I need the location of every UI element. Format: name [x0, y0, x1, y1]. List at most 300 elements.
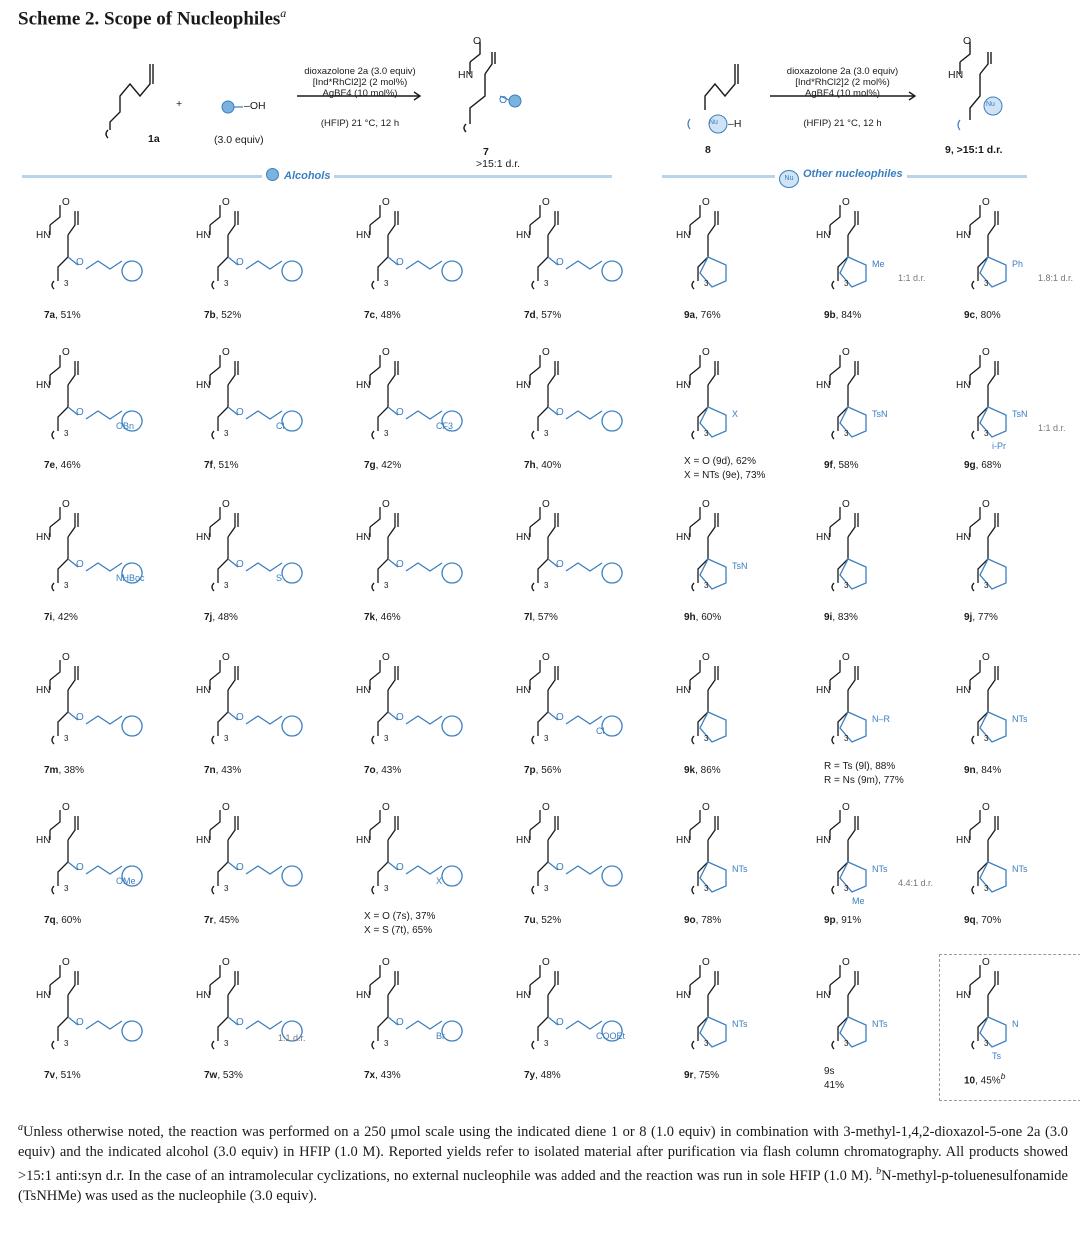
structure-drawing [940, 955, 1080, 1065]
product-caption: 9j, 77% [964, 612, 998, 623]
dr-note: 4.4:1 d.r. [898, 878, 934, 888]
ether-o-label: O [76, 862, 84, 873]
product-9-label: 9, >15:1 d.r. [945, 144, 1003, 156]
other-product-7 [800, 497, 950, 642]
hn-label: HN [816, 685, 831, 696]
other-product-14 [940, 800, 1080, 945]
chain-subscript: 3 [64, 279, 69, 288]
alcohol-product-1 [180, 195, 330, 340]
ether-o-label: O [76, 559, 84, 570]
carbonyl-o-label: O [702, 652, 710, 663]
hn-label: HN [196, 685, 211, 696]
hn-label: HN [516, 230, 531, 241]
structure-drawing [800, 800, 950, 910]
carbonyl-o-label: O [62, 802, 70, 813]
structure-drawing [20, 345, 170, 455]
carbonyl-o-label: O [982, 957, 990, 968]
chain-subscript: 3 [224, 429, 229, 438]
hn-label: HN [36, 230, 51, 241]
structure-drawing [340, 345, 490, 455]
carbonyl-o-label: O [542, 802, 550, 813]
structure-drawing [800, 497, 950, 607]
other-product-6 [660, 497, 810, 642]
product-caption: 9b, 84% [824, 310, 862, 321]
product-caption: 7u, 52% [524, 915, 562, 926]
carbonyl-o-label: O [842, 802, 850, 813]
carbonyl-o-label: O [982, 499, 990, 510]
chain-subscript: 3 [704, 581, 709, 590]
substituent2-label: Ts [992, 1051, 1001, 1061]
hn-label: HN [516, 990, 531, 1001]
chain-subscript: 3 [704, 279, 709, 288]
carbonyl-o-label: O [222, 802, 230, 813]
chain-subscript: 3 [64, 429, 69, 438]
ether-o-label: O [76, 257, 84, 268]
carbonyl-o-label: O [382, 802, 390, 813]
substituent-label: CF3 [436, 421, 454, 431]
product-caption: 7h, 40% [524, 460, 562, 471]
product-caption: 9i, 83% [824, 612, 858, 623]
hn-label: HN [516, 685, 531, 696]
substituent-label: NTs [732, 1019, 748, 1029]
section-dividers [0, 168, 1080, 184]
substituent-label: NTs [1012, 714, 1028, 724]
structure-drawing [180, 195, 330, 305]
structure-drawing [180, 800, 330, 910]
structure-drawing [500, 800, 650, 910]
ether-o-label: O [236, 862, 244, 873]
product-caption: 7q, 60% [44, 915, 82, 926]
other-product-8 [940, 497, 1080, 642]
structure-drawing [340, 800, 490, 910]
alcohol-product-20 [20, 955, 170, 1100]
nu-badge-9: Nu [986, 101, 995, 108]
hn-label: HN [816, 990, 831, 1001]
alcohol-product-13 [180, 650, 330, 795]
chain-subscript: 3 [984, 734, 989, 743]
ether-o-label: O [556, 862, 564, 873]
other-product-9 [660, 650, 810, 795]
substituent-label: OBn [116, 421, 135, 431]
ether-o-label: O [556, 712, 564, 723]
reaction-scheme-drawing [0, 34, 1080, 184]
alcohol-product-2 [340, 195, 490, 340]
left-conditions-below: (HFIP) 21 °C, 12 h [320, 118, 400, 129]
structure-drawing [800, 195, 950, 305]
ether-o-label: O [556, 407, 564, 418]
structure-drawing [500, 195, 650, 305]
product-7-o: O [499, 94, 508, 106]
structure-drawing [800, 650, 950, 760]
structure-drawing [20, 955, 170, 1065]
alcohol-product-0 [20, 195, 170, 340]
carbonyl-o-label: O [62, 499, 70, 510]
alcohol-oh-label: –OH [244, 100, 266, 112]
alcohol-product-15 [500, 650, 650, 795]
ether-o-label: O [556, 1017, 564, 1028]
structure-drawing [340, 195, 490, 305]
chain-subscript: 3 [984, 581, 989, 590]
substituent2-label: Me [852, 896, 865, 906]
chain-subscript: 3 [384, 734, 389, 743]
substituent-label: Ph [1012, 259, 1024, 269]
product-caption: 9k, 86% [684, 765, 721, 776]
substituent-label: NHBoc [116, 573, 145, 583]
structure-drawing [660, 345, 810, 455]
other-product-1 [800, 195, 950, 340]
carbonyl-o-label: O [842, 652, 850, 663]
product-caption: 9q, 70% [964, 915, 1002, 926]
product-caption: 7k, 46% [364, 612, 401, 623]
ether-o-label: O [76, 1017, 84, 1028]
other-product-12 [660, 800, 810, 945]
alcohol-equiv: (3.0 equiv) [214, 134, 264, 146]
carbonyl-o-label: O [542, 499, 550, 510]
diene-8-label: 8 [705, 144, 711, 156]
structure-drawing [940, 345, 1080, 455]
hn-label: HN [676, 685, 691, 696]
hn-label: HN [676, 230, 691, 241]
hn-label: HN [676, 532, 691, 543]
other-product-2 [940, 195, 1080, 340]
structure-drawing [500, 650, 650, 760]
ether-o-label: O [396, 712, 404, 723]
hn-label: HN [36, 835, 51, 846]
product-caption: 9n, 84% [964, 765, 1002, 776]
other-product-5 [940, 345, 1080, 490]
carbonyl-o-label: O [982, 802, 990, 813]
carbonyl-o-label: O [702, 499, 710, 510]
hn-label: HN [956, 990, 971, 1001]
hn-label: HN [956, 380, 971, 391]
hn-label: HN [676, 835, 691, 846]
structure-drawing [940, 800, 1080, 910]
substituent-label: OMe [116, 876, 136, 886]
product-caption: 9f, 58% [824, 460, 859, 471]
product-caption: 7f, 51% [204, 460, 239, 471]
alcohol-product-14 [340, 650, 490, 795]
substituent-label: TsN [1012, 409, 1028, 419]
other-product-17 [940, 955, 1080, 1100]
carbonyl-o-label: O [62, 347, 70, 358]
carbonyl-o-label: O [382, 499, 390, 510]
carbonyl-o-label: O [542, 347, 550, 358]
dr-note: 1:1 d.r. [1038, 423, 1066, 433]
hn-label: HN [196, 835, 211, 846]
hn-label: HN [516, 380, 531, 391]
alcohol-product-22 [340, 955, 490, 1100]
product-caption: 7i, 42% [44, 612, 78, 623]
alcohol-product-7 [500, 345, 650, 490]
hn-label: HN [36, 990, 51, 1001]
hn-label: HN [516, 835, 531, 846]
alcohol-product-4 [20, 345, 170, 490]
carbonyl-o-label: O [982, 197, 990, 208]
chain-subscript: 3 [384, 581, 389, 590]
chain-subscript: 3 [64, 884, 69, 893]
product-caption: 7g, 42% [364, 460, 402, 471]
product-caption: 9r, 75% [684, 1070, 720, 1081]
chain-subscript: 3 [544, 884, 549, 893]
chain-subscript: 3 [844, 279, 849, 288]
product-caption: 7x, 43% [364, 1070, 401, 1081]
hn-label: HN [956, 230, 971, 241]
chain-subscript: 3 [984, 1039, 989, 1048]
footnote [18, 1118, 1068, 1206]
product-caption: 7r, 45% [204, 915, 240, 926]
substituent-label: Cl [596, 726, 605, 736]
alcohol-dot-icon [266, 168, 279, 181]
structure-drawing [20, 497, 170, 607]
chain-subscript: 3 [844, 884, 849, 893]
structure-drawing [180, 345, 330, 455]
carbonyl-o-label: O [222, 652, 230, 663]
other-product-10 [800, 650, 950, 795]
hn-label: HN [36, 532, 51, 543]
carbonyl-o-label: O [62, 197, 70, 208]
hn-label: HN [816, 380, 831, 391]
other-product-16 [800, 955, 950, 1100]
alcohol-product-21 [180, 955, 330, 1100]
plus-sign: + [176, 98, 183, 110]
left-conditions: dioxazolone 2a (3.0 equiv) [Ind*RhCl2]2 (2 mol%) AgBF4 (10 mol%) [304, 66, 416, 99]
carbonyl-o-label: O [222, 347, 230, 358]
product-caption: 9o, 78% [684, 915, 722, 926]
other-section-title: Nu Other nucleophiles [775, 168, 907, 188]
product-caption: 9h, 60% [684, 612, 722, 623]
carbonyl-o-label: O [842, 499, 850, 510]
hn-label: HN [196, 532, 211, 543]
ether-o-label: O [236, 257, 244, 268]
chain-subscript: 3 [844, 734, 849, 743]
scheme-title: Scheme 2. Scope of Nucleophiles$^a$ [18, 6, 287, 30]
substituent-label: X [436, 876, 443, 886]
ether-o-label: O [76, 712, 84, 723]
product-9-hn: HN [948, 69, 964, 81]
chain-subscript: 3 [64, 581, 69, 590]
alcohol-product-18 [340, 800, 490, 945]
product-caption: 9a, 76% [684, 310, 721, 321]
alcohol-product-9 [180, 497, 330, 642]
carbonyl-o-label: O [842, 957, 850, 968]
hn-label: HN [356, 380, 371, 391]
substituent-label: NTs [872, 864, 888, 874]
product-caption: 7e, 46% [44, 460, 81, 471]
ether-o-label: O [396, 407, 404, 418]
carbonyl-o-label: O [842, 347, 850, 358]
reaction-scheme [0, 34, 1080, 184]
hn-label: HN [356, 835, 371, 846]
structure-drawing [500, 955, 650, 1065]
substituent-label: NTs [1012, 864, 1028, 874]
nu-badge-icon: Nu [779, 170, 799, 188]
substituent-label: X [732, 409, 739, 419]
chain-subscript: 3 [844, 581, 849, 590]
structure-drawing [180, 497, 330, 607]
product-caption: 7l, 57% [524, 612, 558, 623]
alcohol-product-17 [180, 800, 330, 945]
ether-o-label: O [236, 407, 244, 418]
product-caption: 7b, 52% [204, 310, 242, 321]
hn-label: HN [36, 380, 51, 391]
ether-o-label: O [236, 712, 244, 723]
ether-o-label: O [236, 1017, 244, 1028]
structure-drawing [800, 955, 950, 1065]
substituent-label: NTs [732, 864, 748, 874]
hn-label: HN [816, 230, 831, 241]
carbonyl-o-label: O [222, 957, 230, 968]
structure-drawing [500, 345, 650, 455]
structure-drawing [800, 345, 950, 455]
ether-o-label: O [236, 559, 244, 570]
product-caption: 9p, 91% [824, 915, 862, 926]
carbonyl-o-label: O [222, 197, 230, 208]
hn-label: HN [816, 532, 831, 543]
product-caption: 7d, 57% [524, 310, 562, 321]
product-caption: 7w, 53% [204, 1070, 243, 1081]
chain-subscript: 3 [224, 1039, 229, 1048]
hn-label: HN [196, 230, 211, 241]
substituent-label: N–R [872, 714, 891, 724]
substituent-label: TsN [732, 561, 748, 571]
right-conditions-below: (HFIP) 21 °C, 12 h [803, 118, 882, 129]
carbonyl-o-label: O [702, 802, 710, 813]
structure-drawing [660, 497, 810, 607]
ether-o-label: O [556, 257, 564, 268]
other-product-13 [800, 800, 950, 945]
chain-subscript: 3 [984, 884, 989, 893]
chain-subscript: 3 [224, 581, 229, 590]
structure-drawing [660, 195, 810, 305]
substituent-label: N [1012, 1019, 1019, 1029]
ether-o-label: O [396, 1017, 404, 1028]
product-caption: 9c, 80% [964, 310, 1001, 321]
alcohol-product-10 [340, 497, 490, 642]
product-caption: 7v, 51% [44, 1070, 81, 1081]
product-caption: 7p, 56% [524, 765, 562, 776]
structure-drawing [340, 497, 490, 607]
alcohols-section-title: Alcohols [262, 168, 334, 182]
substituent-label: COOEt [596, 1031, 626, 1041]
hn-label: HN [956, 685, 971, 696]
product-7-label: 7 [483, 146, 489, 158]
substituent-label: Me [872, 259, 885, 269]
carbonyl-o-label: O [702, 197, 710, 208]
product-caption: 7c, 48% [364, 310, 401, 321]
product-caption: 7a, 51% [44, 310, 81, 321]
other-product-4 [800, 345, 950, 490]
chain-subscript: 3 [544, 429, 549, 438]
carbonyl-o-label: O [842, 197, 850, 208]
structure-drawing [20, 800, 170, 910]
structure-drawing [660, 955, 810, 1065]
carbonyl-o-label: O [702, 347, 710, 358]
nu-h-label: –H [728, 118, 742, 130]
substituent2-label: i-Pr [992, 441, 1006, 451]
dr-note: 1:1 d.r. [898, 273, 926, 283]
carbonyl-o-label: O [542, 957, 550, 968]
other-product-11 [940, 650, 1080, 795]
structure-drawing [940, 497, 1080, 607]
carbonyl-o-label: O [62, 957, 70, 968]
chain-subscript: 3 [64, 1039, 69, 1048]
hn-label: HN [356, 990, 371, 1001]
right-conditions: dioxazolone 2a (3.0 equiv) [Ind*RhCl2]2 (2 mol%) AgBF4 (10 mol%) [786, 66, 899, 99]
carbonyl-o-label: O [382, 347, 390, 358]
carbonyl-o-label: O [382, 957, 390, 968]
product-caption: R = Ts (9l), 88% R = Ns (9m), 77% [824, 761, 904, 786]
dr-note: 1:1 d.r. [278, 1033, 306, 1043]
alcohol-product-12 [20, 650, 170, 795]
substituent-label: S [276, 573, 283, 583]
ether-o-label: O [396, 559, 404, 570]
hn-label: HN [356, 532, 371, 543]
product-caption: 9g, 68% [964, 460, 1002, 471]
carbonyl-o-label: O [702, 957, 710, 968]
other-product-15 [660, 955, 810, 1100]
chain-subscript: 3 [224, 279, 229, 288]
chain-subscript: 3 [544, 734, 549, 743]
alcohol-product-16 [20, 800, 170, 945]
chain-subscript: 3 [984, 279, 989, 288]
structure-drawing [940, 650, 1080, 760]
product-caption: 7m, 38% [44, 765, 85, 776]
other-product-0 [660, 195, 810, 340]
carbonyl-o-label: O [982, 652, 990, 663]
chain-subscript: 3 [704, 884, 709, 893]
hn-label: HN [676, 380, 691, 391]
product-caption: X = O (7s), 37% X = S (7t), 65% [364, 911, 436, 936]
ether-o-label: O [396, 862, 404, 873]
substituent-label: TsN [872, 409, 888, 419]
structure-drawing [180, 650, 330, 760]
chain-subscript: 3 [384, 429, 389, 438]
substituent-label: Br [436, 1031, 445, 1041]
structure-drawing [340, 955, 490, 1065]
hn-label: HN [676, 990, 691, 1001]
chain-subscript: 3 [704, 1039, 709, 1048]
structure-drawing [660, 650, 810, 760]
ether-o-label: O [76, 407, 84, 418]
ether-o-label: O [396, 257, 404, 268]
structure-drawing [180, 955, 330, 1065]
chain-subscript: 3 [704, 734, 709, 743]
dr-note: 1.8:1 d.r. [1038, 273, 1074, 283]
product-caption: 7o, 43% [364, 765, 402, 776]
alcohol-product-6 [340, 345, 490, 490]
ether-o-label: O [556, 559, 564, 570]
structure-drawing [340, 650, 490, 760]
alcohol-product-23 [500, 955, 650, 1100]
carbonyl-o-label: O [542, 197, 550, 208]
carbonyl-o-label: O [382, 652, 390, 663]
product-7-carbonyl-o: O [473, 35, 482, 47]
other-product-3 [660, 345, 810, 490]
nu-badge-8: Nu [709, 119, 718, 126]
chain-subscript: 3 [384, 884, 389, 893]
diene-1a-label: 1a [148, 133, 160, 145]
chain-subscript: 3 [64, 734, 69, 743]
carbonyl-o-label: O [982, 347, 990, 358]
chain-subscript: 3 [224, 734, 229, 743]
structure-drawing [20, 650, 170, 760]
chain-subscript: 3 [544, 581, 549, 590]
chain-subscript: 3 [384, 279, 389, 288]
hn-label: HN [196, 990, 211, 1001]
substituent-label: Cl [276, 421, 285, 431]
product-caption: 9s 41% [824, 1066, 845, 1091]
alcohol-product-5 [180, 345, 330, 490]
